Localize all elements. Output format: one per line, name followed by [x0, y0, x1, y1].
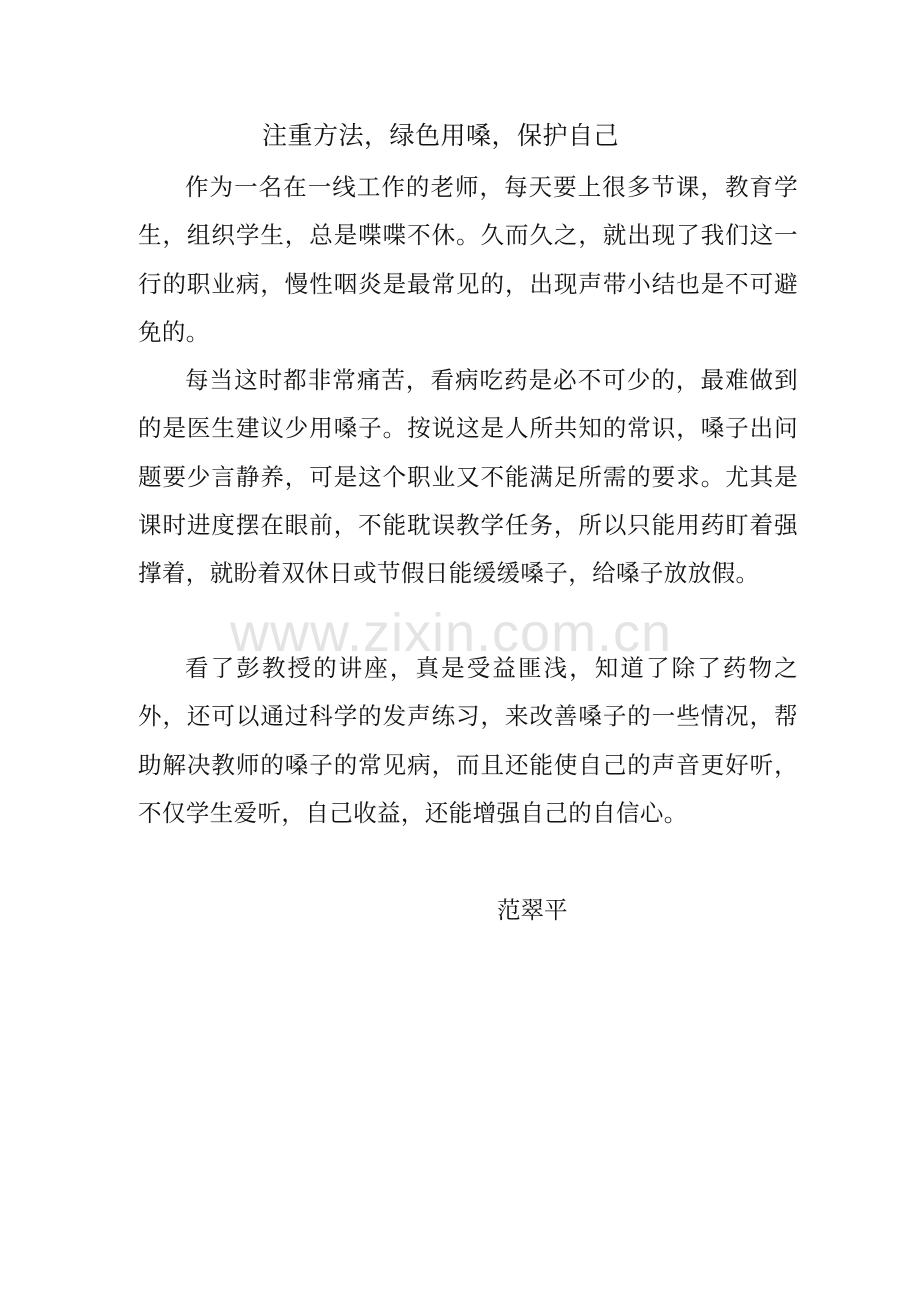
paragraph-1: 作为一名在一线工作的老师，每天要上很多节课，教育学生，组织学生，总是喋喋不休。久而久之，就出现了我们这一行的职业病，慢性咽炎是最常见的，出现声带小结也是不可避免的。 — [138, 173, 798, 346]
watermark: www.zixin.com.cn — [230, 603, 673, 663]
paragraph-3: 看了彭教授的讲座，真是受益匪浅，知道了除了药物之外，还可以通过科学的发声练习，来改善嗓子的一些情况，帮助解决教师的嗓子的常见病，而且还能使自己的声音更好听，不仅学生爱听，自己收益，还能增强自己的自信心。 — [138, 654, 798, 827]
document-title: 注重方法，绿色用嗓，保护自己 — [262, 121, 620, 150]
author-signature: 范翠平 — [497, 896, 568, 924]
paragraph-2: 每当这时都非常痛苦，看病吃药是必不可少的，最难做到的是医生建议少用嗓子。按说这是人所共知的常识，嗓子出问题要少言静养，可是这个职业又不能满足所需的要求。尤其是课时进度摆在眼前，不能耽误教学任务，所以只能用药盯着强撑着，就盼着双休日或节假日能缓缓嗓子，给嗓子放放假。 — [138, 366, 798, 588]
